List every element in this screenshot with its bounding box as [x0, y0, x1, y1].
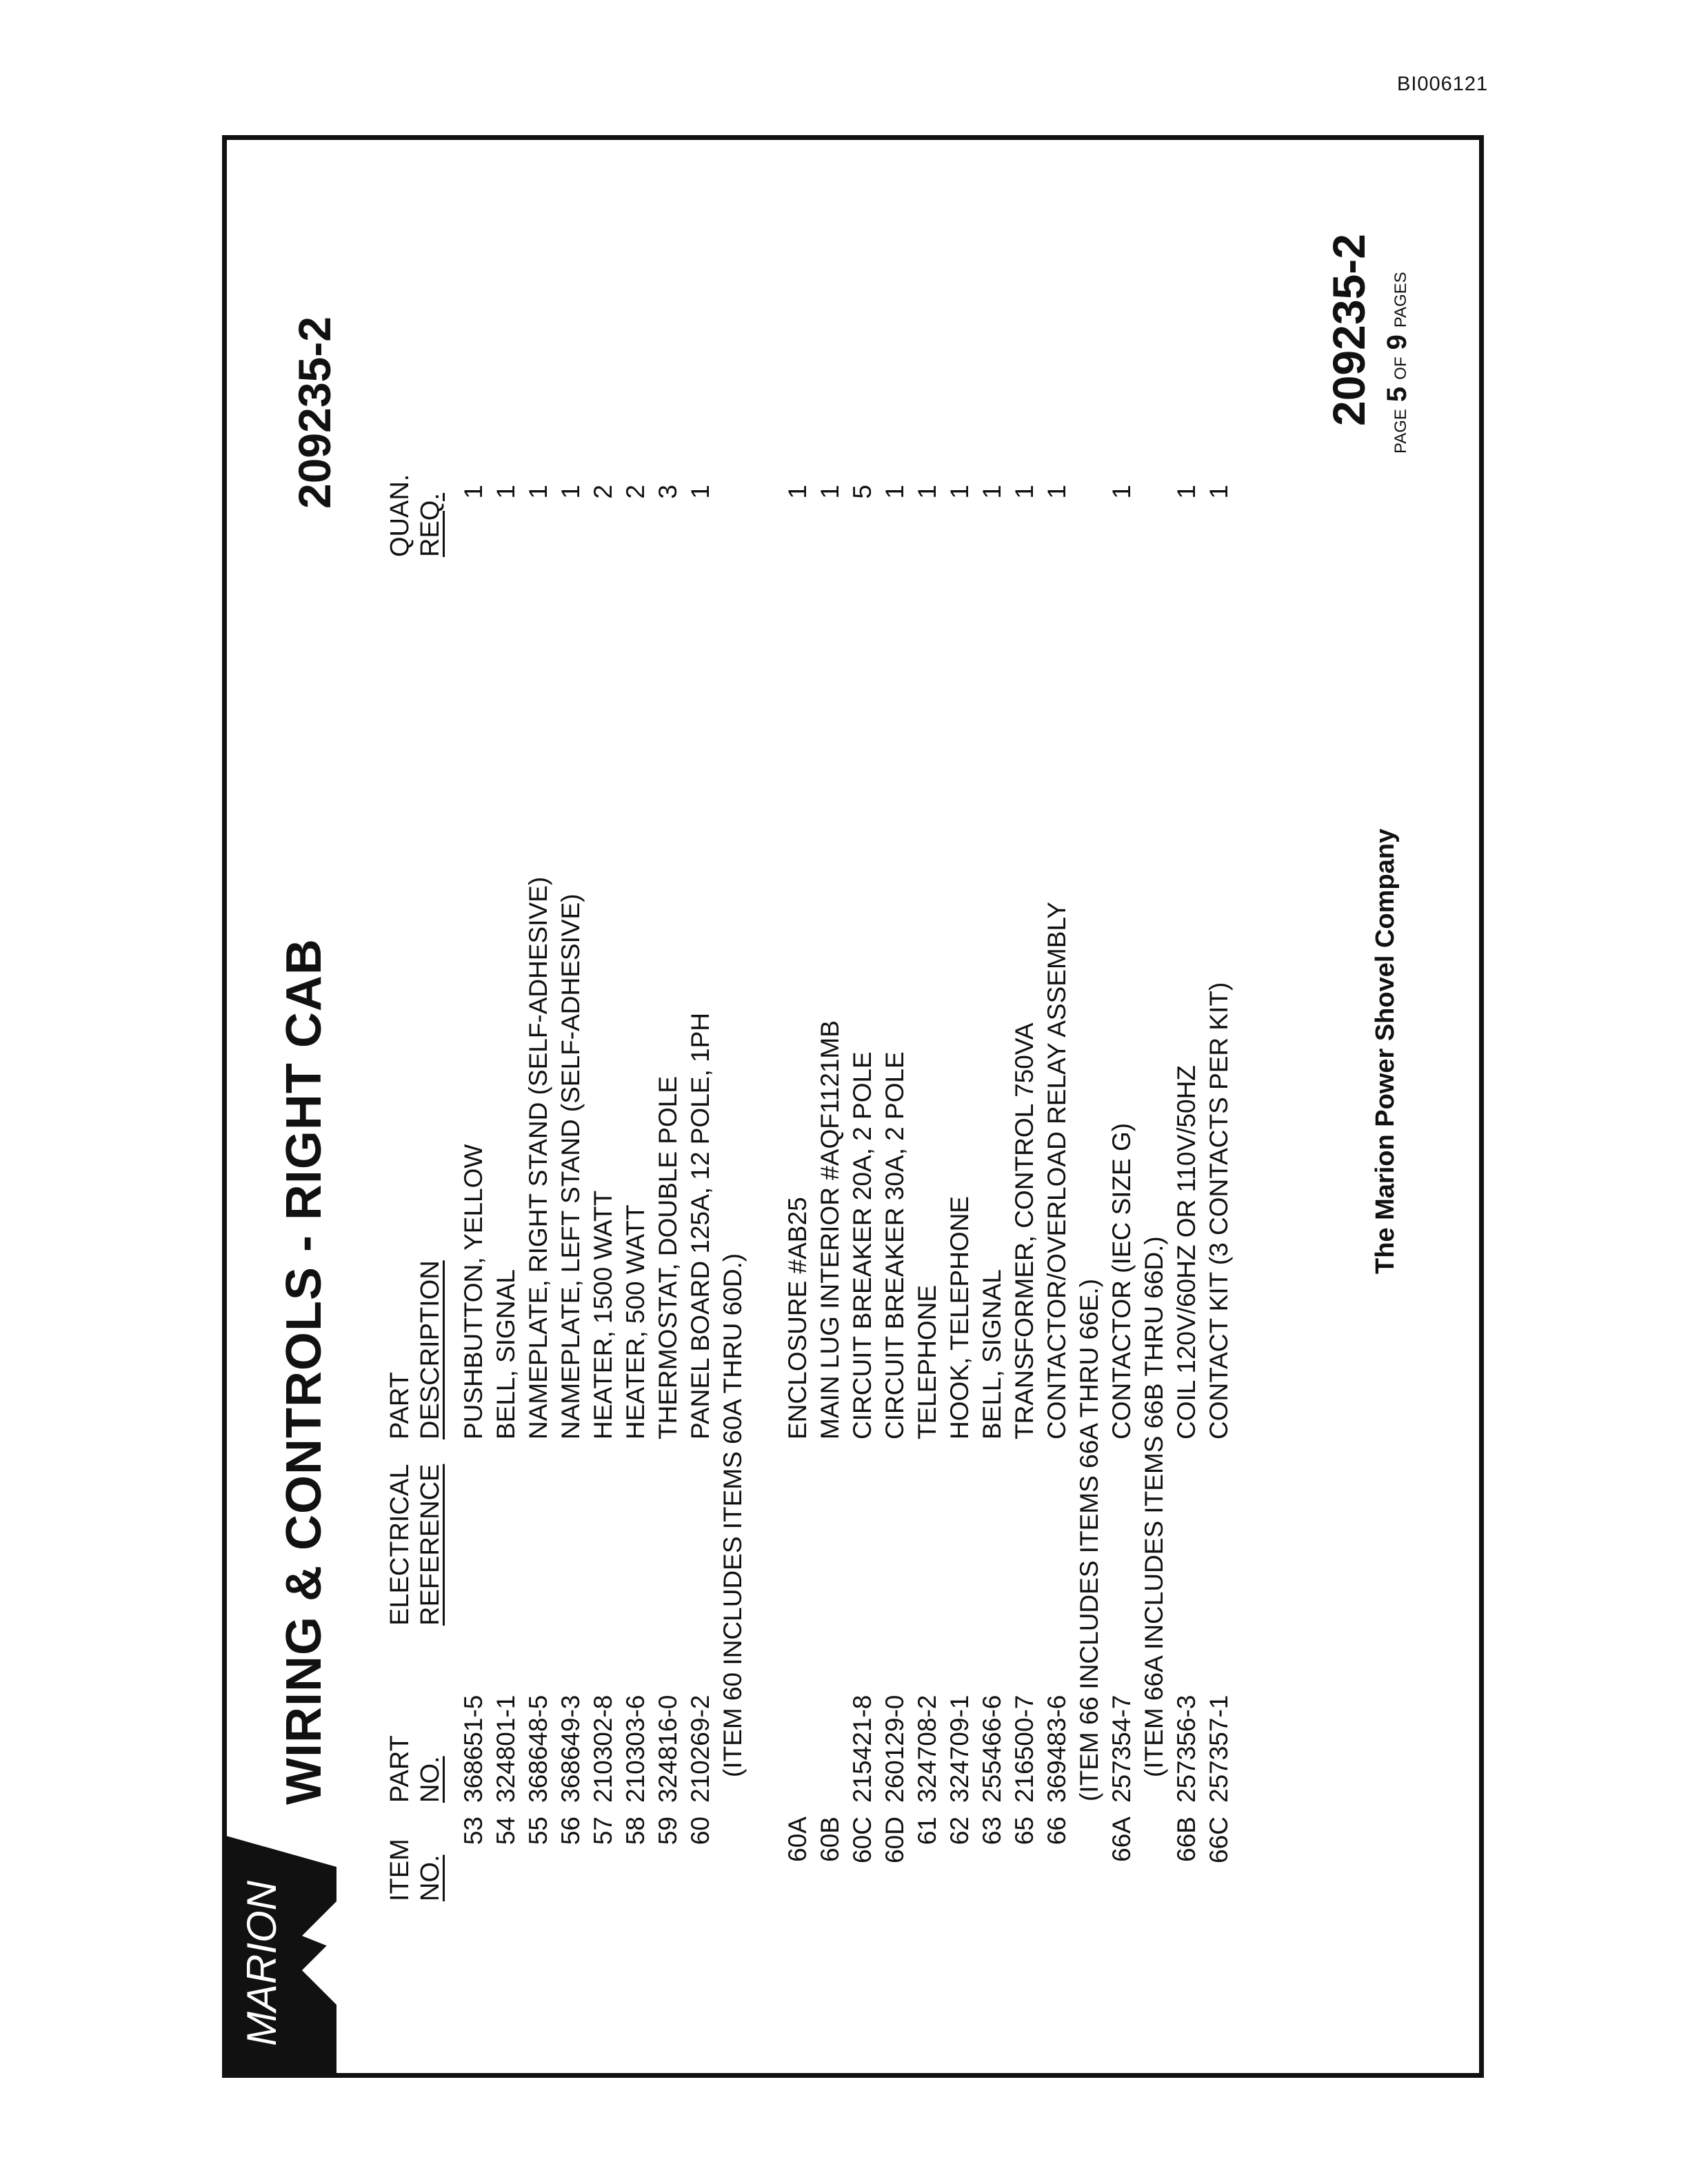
header-quantity: QUAN. REQ.: [385, 474, 445, 557]
table-row: 61 324708-2 TELEPHONE 1: [913, 485, 941, 1846]
table-row: 66A 257354-7 CONTACTOR (IEC SIZE G) 1: [1107, 485, 1136, 1862]
logo-text: MARION: [239, 1881, 285, 2046]
table-row: 65 216500-7 TRANSFORMER, CONTROL 750VA 1: [1010, 485, 1038, 1846]
table-note: (ITEM 66 INCLUDES ITEMS 66A THRU 66E.): [1075, 1278, 1103, 1801]
parts-list: [457, 139, 1235, 2074]
table-row: 56 368649-3 NAMEPLATE, LEFT STAND (SELF-ADHESIVE) 1: [556, 485, 585, 1846]
table-row: 66B 257356-3 COIL 120V/60HZ OR 110V/50HZ 1: [1172, 485, 1200, 1862]
table-row: 59 324816-0 THERMOSTAT, DOUBLE POLE 3: [654, 485, 682, 1846]
table-row: 60 210269-2 PANEL BOARD 125A, 12 POLE, 1PH 1: [686, 485, 714, 1846]
table-row: 55 368648-5 NAMEPLATE, RIGHT STAND (SELF-ADHESIVE) 1: [524, 485, 552, 1846]
header-item: ITEM NO.: [385, 1839, 445, 1901]
document-number-bottom: 209235-2: [1323, 234, 1374, 426]
page-indicator: PAGE5OF9PAGES: [1382, 272, 1412, 454]
table-row: 60C 215421-8 CIRCUIT BREAKER 20A, 2 POLE 5: [848, 485, 876, 1863]
header-part-no: PART NO.: [385, 1735, 445, 1803]
bates-number: BI006121: [1397, 73, 1489, 95]
table-row: 60A ENCLOSURE #AB25 1: [783, 485, 812, 1862]
table-note: (ITEM 60 INCLUDES ITEMS 60A THRU 60D.): [719, 1253, 747, 1777]
table-row: 66 369483-6 CONTACTOR/OVERLOAD RELAY ASSEMBLY 1: [1043, 485, 1071, 1846]
table-row: 63 255466-6 BELL, SIGNAL 1: [978, 485, 1006, 1846]
table-row: 58 210303-6 HEATER, 500 WATT 2: [621, 485, 650, 1846]
table-row: 60B MAIN LUG INTERIOR #AQF1121MB 1: [816, 485, 844, 1862]
table-row: 66C 257357-1 CONTACT KIT (3 CONTACTS PER KIT) 1: [1205, 485, 1233, 1863]
table-row: 62 324709-1 HOOK, TELEPHONE 1: [945, 485, 974, 1846]
table-note: (ITEM 66A INCLUDES ITEMS 66B THRU 66D.): [1140, 1236, 1168, 1777]
table-row: 60D 260129-0 CIRCUIT BREAKER 30A, 2 POLE 1: [881, 485, 909, 1863]
table-row: 57 210302-8 HEATER, 1500 WATT 2: [589, 485, 617, 1846]
header-part-description: PART DESCRIPTION: [385, 1260, 445, 1439]
header-electrical-reference: ELECTRICAL REFERENCE: [385, 1464, 445, 1626]
table-row: 53 368651-5 PUSHBUTTON, YELLOW 1: [459, 485, 488, 1846]
rotated-parts-sheet: [226, 139, 1480, 2074]
marion-logo: [226, 1836, 336, 2074]
company-name: The Marion Power Shovel Company: [1371, 828, 1400, 1274]
document-number-top: 209235-2: [289, 316, 340, 509]
table-row: 54 324801-1 BELL, SIGNAL 1: [492, 485, 520, 1846]
page-title: WIRING & CONTROLS - RIGHT CAB: [277, 938, 332, 1805]
